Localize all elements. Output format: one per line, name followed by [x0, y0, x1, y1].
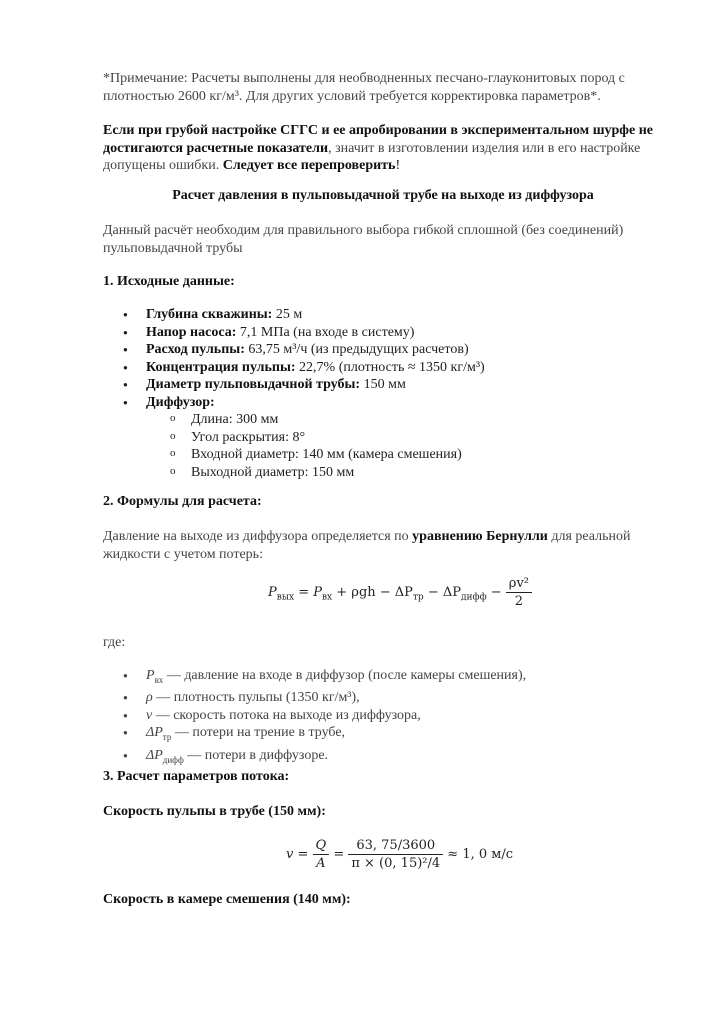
- item-value: 63,75 м³/ч (из предыдущих расчетов): [244, 342, 469, 357]
- fraction-numerator: 63, 75/3600: [348, 838, 443, 855]
- def-text: — давление на входе в диффузор (после камеры смешения),: [163, 668, 527, 683]
- section1-heading: 1. Исходные данные:: [103, 274, 235, 289]
- item-label: Диффузор:: [146, 394, 215, 410]
- list-item: [103, 376, 485, 394]
- list-item: [103, 394, 485, 482]
- formula-term1: P: [313, 585, 322, 600]
- velocity-result: ≈ 1, 0 м/с: [443, 847, 514, 862]
- def-symbol-sub: дифф: [162, 754, 184, 765]
- definition-item: [103, 689, 526, 707]
- note-paragraph: [103, 70, 663, 105]
- definition-item: [103, 667, 526, 689]
- velocity-pipe-heading: Скорость пульпы в трубе (150 мм):: [103, 804, 326, 819]
- def-symbol-sub: тр: [162, 732, 172, 743]
- definition-item: [103, 747, 526, 769]
- bernoulli-text-after: для реальной жидкости с учетом потерь:: [103, 529, 631, 562]
- sub-list-item: o Выходной диаметр: 150 мм: [146, 464, 485, 482]
- def-symbol: P: [146, 668, 155, 683]
- def-text: — плотность пульпы (1350 кг/м³),: [152, 690, 360, 706]
- bernoulli-paragraph: [103, 528, 663, 563]
- fraction-numerator: ρv²: [506, 576, 532, 593]
- formula-term1-sub: вх: [321, 592, 333, 603]
- section2-heading: 2. Формулы для расчета:: [103, 494, 262, 509]
- fraction-denominator: π × (0, 15)²/4: [351, 856, 441, 871]
- velocity-lhs: v =: [286, 847, 313, 862]
- where-label: где:: [103, 635, 126, 650]
- list-item: [103, 324, 485, 342]
- bernoulli-formula: [268, 576, 532, 609]
- fraction-denominator: 2: [514, 594, 524, 609]
- fraction-numerator: Q: [313, 838, 330, 855]
- def-symbol: ΔP: [146, 725, 163, 741]
- velocity-chamber-heading: Скорость в камере смешения (140 мм):: [103, 892, 351, 907]
- item-label: Концентрация пульпы:: [146, 359, 296, 375]
- note-prefix: *Примечание:: [103, 71, 192, 86]
- definition-item: [103, 724, 526, 746]
- item-value: 22,7% (плотность ≈ 1350 кг/м³): [295, 359, 485, 375]
- bernoulli-bold: уравнению Бернулли: [412, 529, 548, 544]
- section3-heading: 3. Расчет параметров потока:: [103, 769, 290, 784]
- warning-bold-1: Если при грубой настройке СГГС и ее апробировании в экспериментальном шурфе не достигаются расчетные показатели: [103, 123, 653, 156]
- def-symbol: ρ: [146, 690, 153, 706]
- fraction-denominator: A: [316, 856, 326, 871]
- definition-item: [103, 707, 526, 725]
- warning-paragraph: [103, 122, 663, 175]
- formula-term2: + ρgh − ΔP: [332, 585, 413, 600]
- def-text: — скорость потока на выходе из диффузора,: [152, 707, 421, 723]
- warning-end: !: [395, 158, 401, 173]
- formula-term4: −: [486, 585, 506, 600]
- formula-lhs-sub: вых: [276, 592, 295, 603]
- formula-term3-sub: дифф: [460, 592, 487, 603]
- def-symbol: v: [146, 707, 153, 723]
- formula-eq: =: [294, 585, 314, 600]
- diffuser-sublist: [103, 411, 485, 481]
- def-symbol: ΔP: [146, 747, 163, 763]
- velocity-fraction-1: [313, 838, 330, 871]
- section-title: Расчет давления в пульповыдачной трубе на выходе из диффузора: [172, 188, 594, 203]
- formula-lhs: P: [268, 585, 277, 600]
- item-label: Глубина скважины:: [146, 307, 273, 322]
- def-symbol-sub: вх: [154, 674, 164, 685]
- item-value: 7,1 МПа (на входе в систему): [236, 324, 415, 340]
- list-item: [103, 341, 485, 359]
- def-text: — потери на трение в трубе,: [171, 725, 346, 741]
- formula-term2-sub: тр: [412, 592, 424, 603]
- item-label: Расход пульпы:: [146, 342, 245, 357]
- list-item: [103, 359, 485, 377]
- sub-list-item: o Входной диаметр: 140 мм (камера смешения): [146, 446, 485, 464]
- formula-fraction: [506, 576, 532, 609]
- list-item: [103, 306, 485, 324]
- warning-bold-2: Следует все перепроверить: [222, 158, 396, 173]
- note-text: Расчеты выполнены для необводненных песчано-глауконитовых пород с плотностью 2600 кг/м³. Для других условий требуется корректировка параметров*.: [103, 71, 625, 104]
- velocity-eq: =: [329, 847, 349, 862]
- source-data-list: [103, 306, 485, 481]
- sub-list-item: o Угол раскрытия: 8°: [146, 429, 485, 447]
- item-label: Напор насоса:: [146, 324, 237, 340]
- formula-term3: − ΔP: [423, 585, 461, 600]
- warning-plain: , значит в изготовлении изделия или в его настройке допущены ошибки.: [103, 140, 641, 173]
- item-value: 25 м: [272, 307, 303, 322]
- intro-paragraph: Данный расчёт необходим для правильного выбора гибкой сплошной (без соединений) пульповыдачной трубы: [103, 223, 624, 256]
- item-value: 150 мм: [360, 377, 406, 392]
- bernoulli-text-before: Давление на выходе из диффузора определяется по: [103, 529, 413, 544]
- sub-list-item: o Длина: 300 мм: [146, 411, 485, 429]
- def-text: — потери в диффузоре.: [183, 747, 329, 763]
- velocity-formula: [286, 838, 513, 871]
- item-label: Диаметр пульповыдачной трубы:: [146, 377, 361, 392]
- definitions-list: [103, 667, 526, 769]
- velocity-fraction-2: [348, 838, 443, 871]
